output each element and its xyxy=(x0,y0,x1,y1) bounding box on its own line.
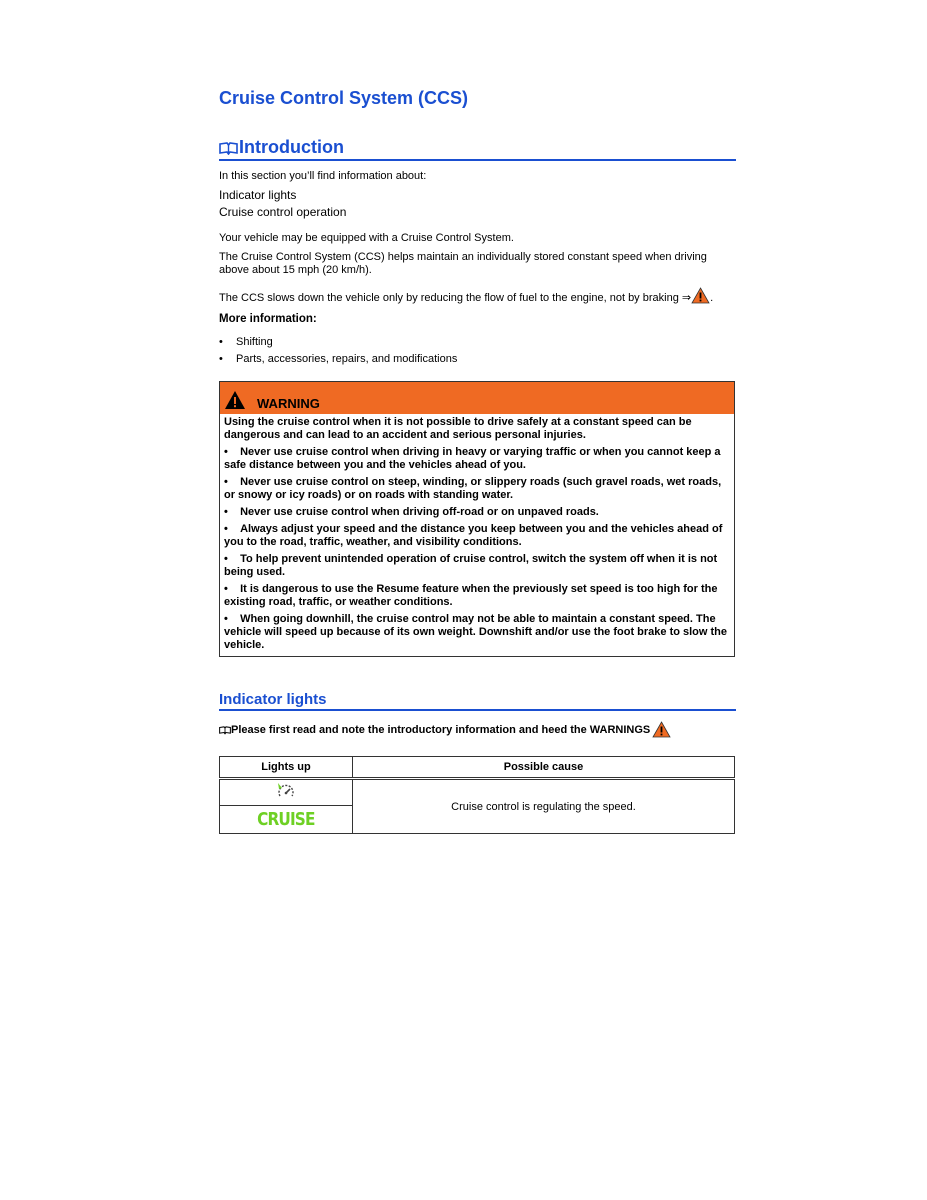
indicator-cell xyxy=(220,779,353,806)
bullet-icon: • xyxy=(224,523,241,535)
book-icon xyxy=(219,725,231,735)
bullet-icon: • xyxy=(224,446,241,458)
link-indicator-lights[interactable]: Indicator lights xyxy=(219,188,297,202)
book-icon xyxy=(219,141,238,155)
warning-item xyxy=(224,613,729,652)
paragraph-equipped: Your vehicle may be equipped with a Cruise Control System. xyxy=(219,232,514,244)
section-heading-introduction xyxy=(219,137,736,161)
bullet-icon: • xyxy=(224,583,241,595)
table-row xyxy=(220,779,735,806)
bullet-icon: • xyxy=(224,476,241,488)
warning-item-text: Never use cruise control on steep, winding, or slippery roads (such gravel roads, wet roads, or snowy or icy roads) or on roads with standing water. xyxy=(224,476,722,501)
paragraph-period: . xyxy=(710,292,714,304)
bullet-icon: • xyxy=(219,352,223,365)
paragraph-ccs-braking-text: The CCS slows down the vehicle only by reducing the flow of fuel to the engine, not by braking ⇒ xyxy=(219,292,692,304)
warning-triangle-icon[interactable] xyxy=(691,287,710,304)
section-heading-indicator-lights: Indicator lights xyxy=(219,691,736,711)
cruise-indicator-label: CRUISE xyxy=(257,809,315,830)
warning-item xyxy=(224,476,729,502)
bullet-icon: • xyxy=(219,335,223,348)
page-title: Cruise Control System (CCS) xyxy=(219,88,469,108)
column-header-possible-cause: Possible cause xyxy=(353,757,735,779)
warning-triangle-icon[interactable] xyxy=(652,721,671,738)
more-info-list xyxy=(219,333,457,367)
possible-cause-cell: Cruise control is regulating the speed. xyxy=(353,779,735,834)
list-item-label: Shifting xyxy=(236,335,273,348)
table-header-row xyxy=(220,757,735,779)
warning-item-text: Never use cruise control when driving in heavy or varying traffic or when you cannot keep a safe distance between you and the vehicles ahead of you. xyxy=(224,446,721,471)
warning-item-text: Never use cruise control when driving off-road or on unpaved roads. xyxy=(240,506,599,518)
warning-item-text: Always adjust your speed and the distance you keep between you and the vehicles ahead of you to the road, traffic, weather, and visibility conditions. xyxy=(224,523,723,548)
paragraph-ccs-braking xyxy=(219,287,734,305)
warning-item xyxy=(224,583,729,609)
link-cruise-control-operation[interactable]: Cruise control operation xyxy=(219,205,347,219)
intro-lead: In this section you’ll find information about: xyxy=(219,170,427,182)
warning-lead: Using the cruise control when it is not possible to drive safely at a constant speed can be dangerous and can lead to an accident and serious personal injuries. xyxy=(224,416,692,441)
indicator-table xyxy=(219,756,735,834)
warning-item-text: To help prevent unintended operation of cruise control, switch the system off when it is not being used. xyxy=(224,553,718,578)
list-item[interactable] xyxy=(219,350,457,367)
warning-body xyxy=(220,414,734,656)
indicator-cell xyxy=(220,806,353,834)
warning-item xyxy=(224,523,729,549)
warning-item xyxy=(224,553,729,579)
bullet-icon: • xyxy=(224,553,241,565)
warning-label: WARNING xyxy=(257,396,320,411)
section-heading-label: Introduction xyxy=(239,137,344,157)
list-item[interactable] xyxy=(219,333,457,350)
column-header-lights-up: Lights up xyxy=(220,757,353,779)
warning-triangle-icon xyxy=(224,390,246,410)
warning-box xyxy=(219,381,735,657)
paragraph-ccs-description: The Cruise Control System (CCS) helps maintain an individually stored constant speed when driving above about 15 mph (20 km/h). xyxy=(219,251,707,276)
warning-header xyxy=(220,382,734,414)
intro-note xyxy=(219,721,671,738)
warning-item xyxy=(224,506,729,519)
warning-item-text: It is dangerous to use the Resume feature when the previously set speed is too high for the existing road, traffic, or weather conditions. xyxy=(224,583,718,608)
intro-note-text: Please first read and note the introductory information and heed the WARNINGS xyxy=(231,723,651,736)
warning-item xyxy=(224,446,729,472)
bullet-icon: • xyxy=(224,506,241,518)
more-info-label: More information: xyxy=(219,313,317,325)
list-item-label: Parts, accessories, repairs, and modifications xyxy=(236,352,458,365)
warning-item-text: When going downhill, the cruise control may not be able to maintain a constant speed. The vehicle will speed up because of its own weight. Downshift and/or use the foot brake to slow the vehicle. xyxy=(224,613,728,651)
bullet-icon: • xyxy=(224,613,241,625)
cruise-control-indicator-icon xyxy=(275,781,297,801)
